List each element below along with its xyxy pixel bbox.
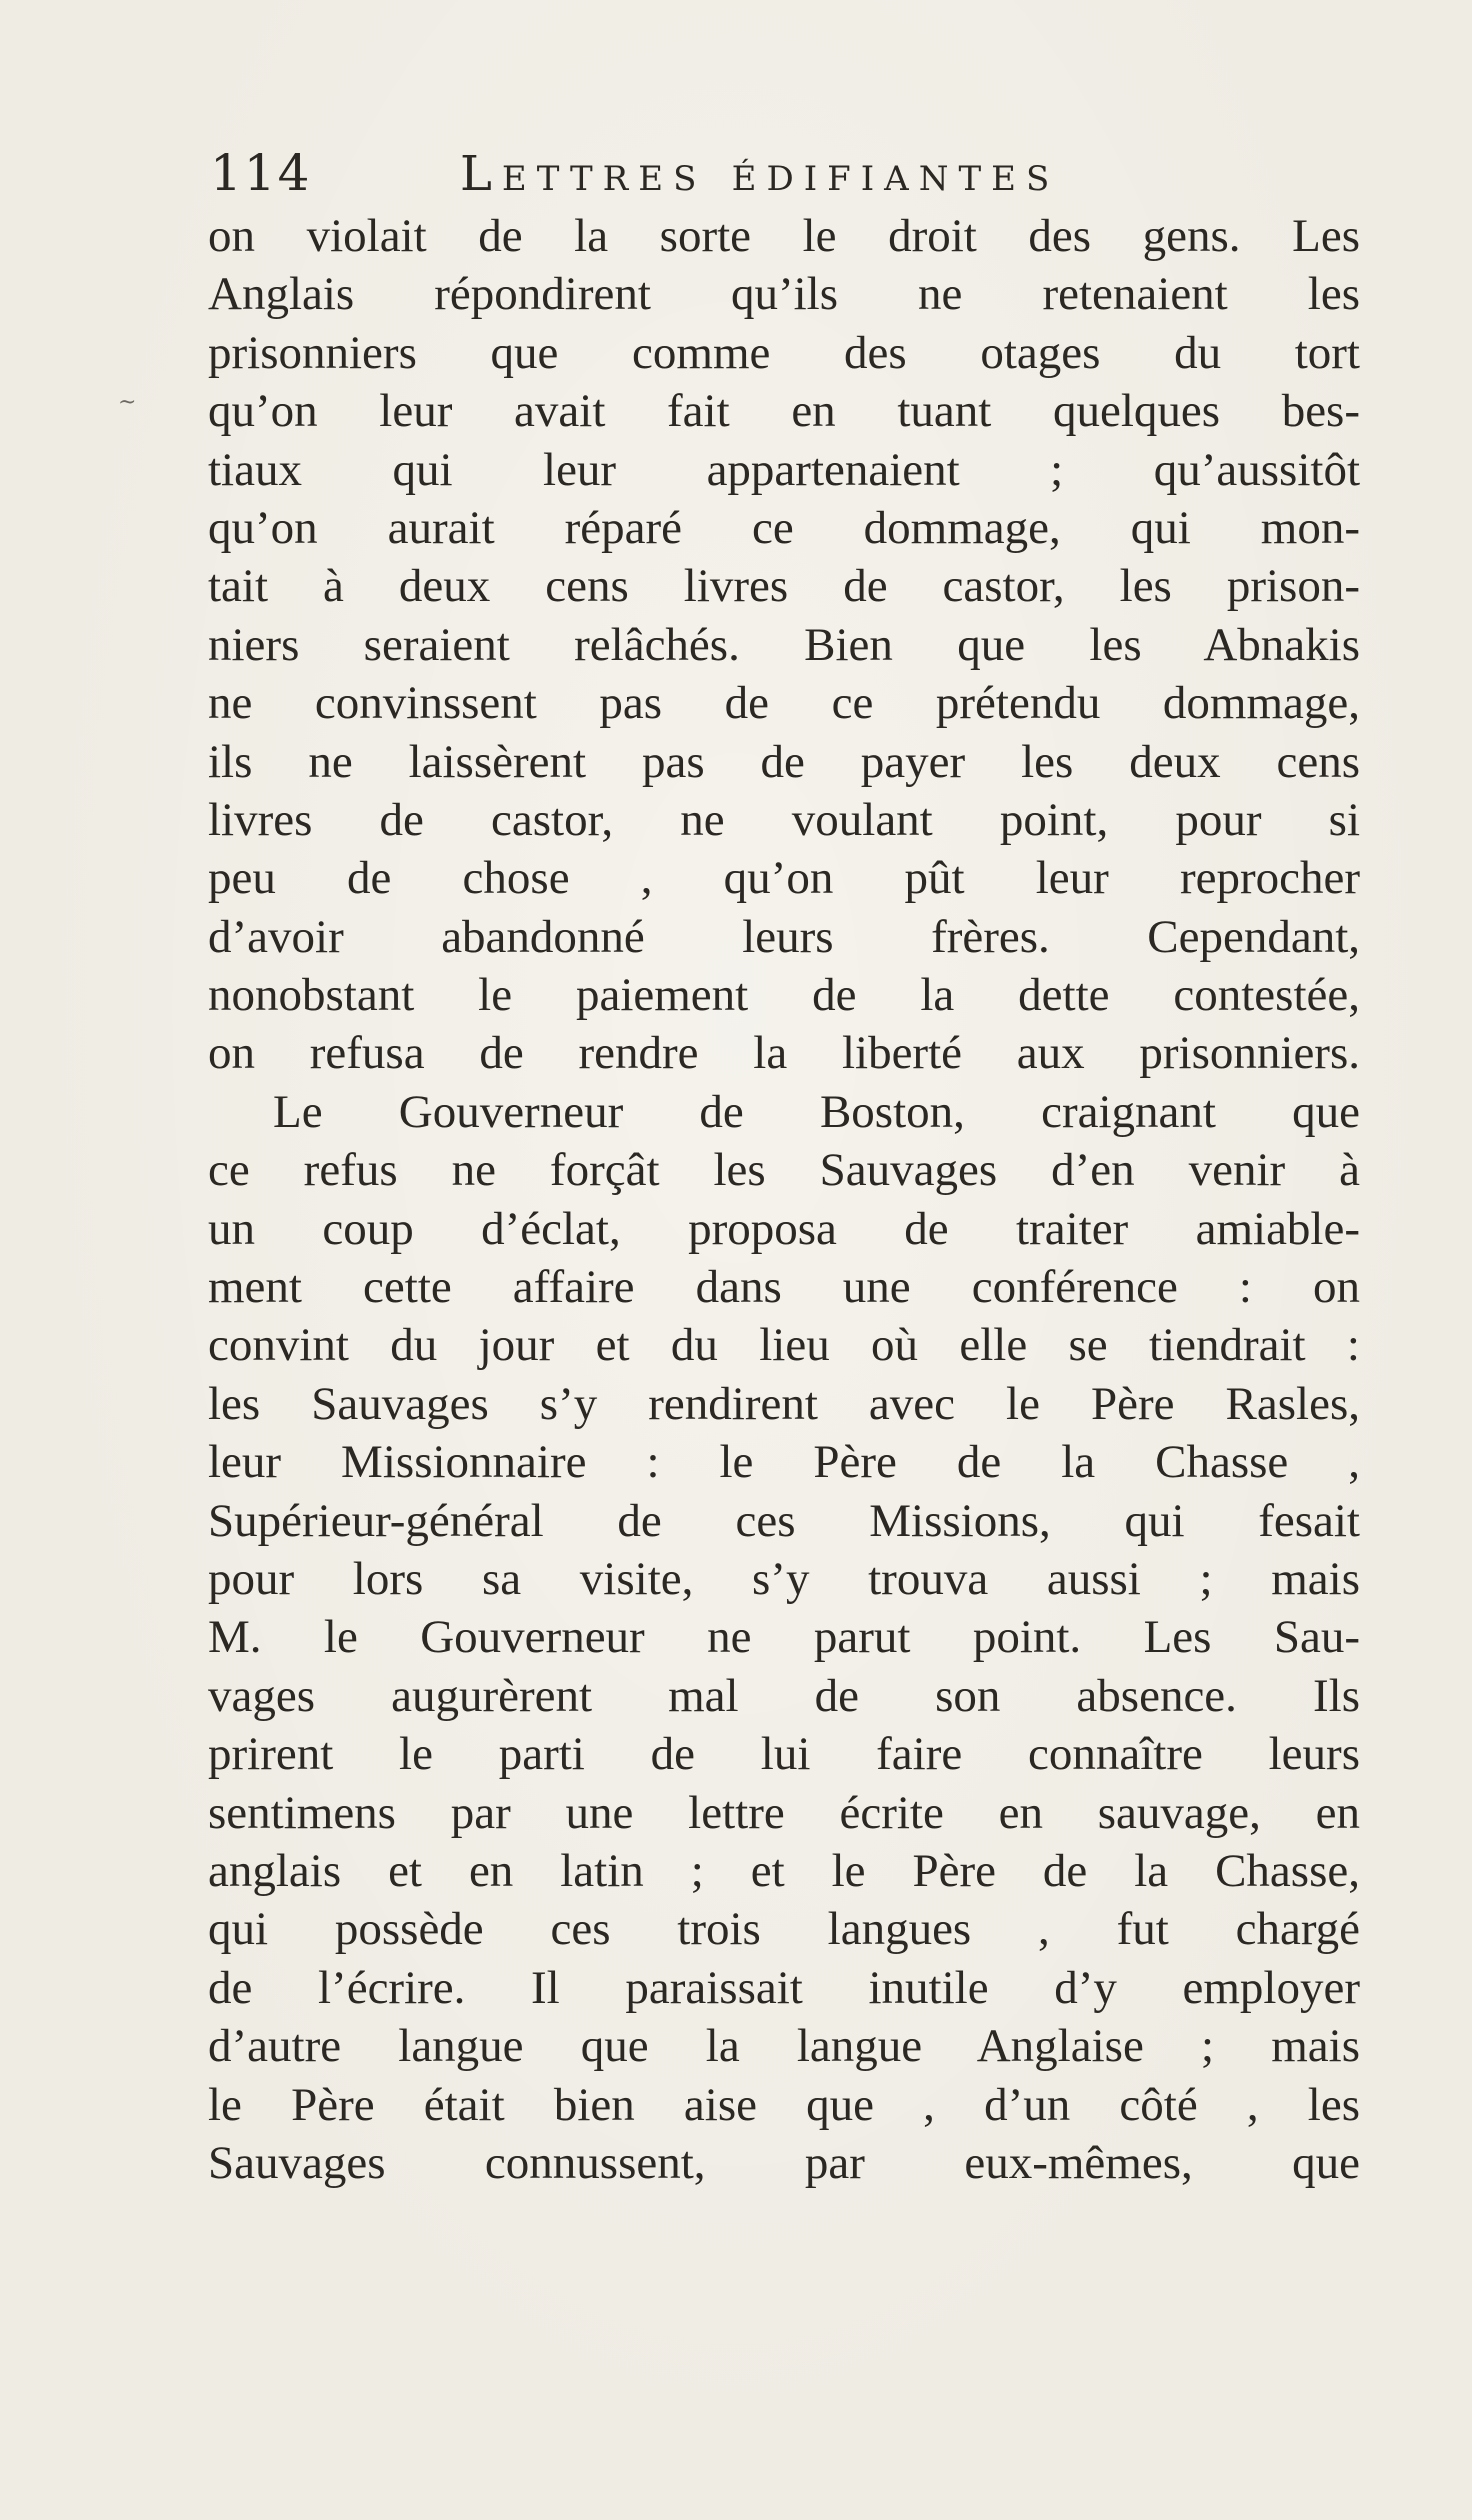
text-line: ment cette affaire dans une conférence : on xyxy=(208,1261,1360,1314)
text-line: qu’on aurait réparé ce dommage, qui mon- xyxy=(208,501,1360,554)
text-line: livres de castor, ne voulant point, pour si xyxy=(208,793,1360,846)
text-line: qui possède ces trois langues , fut chargé xyxy=(208,1903,1360,1956)
text-line: pour lors sa visite, s’y trouva aussi ; mais xyxy=(208,1552,1360,1605)
text-line: les Sauvages s’y rendirent avec le Père Rasles, xyxy=(208,1377,1360,1430)
text-line: nonobstant le paiement de la dette contestée, xyxy=(208,969,1360,1022)
text-line: d’avoir abandonné leurs frères. Cependant, xyxy=(208,910,1360,963)
text-line: le Père était bien aise que , d’un côté , les xyxy=(208,2078,1360,2131)
text-line: vages augurèrent mal de son absence. Ils xyxy=(208,1669,1360,1722)
text-line: ils ne laissèrent pas de payer les deux cens xyxy=(208,735,1360,788)
margin-mark: ~ xyxy=(118,390,137,415)
text-line: Anglais répondirent qu’ils ne retenaient les xyxy=(208,268,1360,321)
text-line: sentimens par une lettre écrite en sauvage, en xyxy=(208,1786,1360,1839)
running-title: Lettres édifiantes xyxy=(460,146,1060,202)
text-line: tiaux qui leur appartenaient ; qu’aussitôt xyxy=(208,443,1360,496)
text-line: prirent le parti de lui faire connaître leurs xyxy=(208,1728,1360,1781)
text-line: on refusa de rendre la liberté aux prisonniers. xyxy=(208,1027,1360,1080)
text-line: niers seraient relâchés. Bien que les Abnakis xyxy=(208,618,1360,671)
text-line: un coup d’éclat, proposa de traiter amiable- xyxy=(208,1202,1360,1255)
text-line: on violait de la sorte le droit des gens. Les xyxy=(208,210,1360,262)
text-line: leur Missionnaire : le Père de la Chasse , xyxy=(208,1436,1360,1489)
text-line: peu de chose , qu’on pût leur reprocher xyxy=(208,852,1360,905)
text-line: M. le Gouverneur ne parut point. Les Sau- xyxy=(208,1611,1360,1664)
text-line: ce refus ne forçât les Sauvages d’en venir à xyxy=(208,1144,1360,1197)
text-line: Le Gouverneur de Boston, craignant que xyxy=(273,1085,1360,1138)
text-line: qu’on leur avait fait en tuant quelques bes- xyxy=(208,385,1360,438)
text-line: convint du jour et du lieu où elle se tiendrait : xyxy=(208,1319,1360,1372)
body-text xyxy=(208,207,1360,2192)
page-number: 114 xyxy=(210,144,312,202)
text-line: Supérieur-général de ces Missions, qui fesait xyxy=(208,1494,1360,1547)
text-line: de l’écrire. Il paraissait inutile d’y employer xyxy=(208,1961,1360,2014)
text-line: Sauvages connussent, par eux-mêmes, que xyxy=(208,2136,1360,2189)
text-line: prisonniers que comme des otages du tort xyxy=(208,326,1360,379)
text-line: tait à deux cens livres de castor, les prison- xyxy=(208,560,1360,613)
text-line: ne convinssent pas de ce prétendu dommage, xyxy=(208,677,1360,730)
text-line: anglais et en latin ; et le Père de la Chasse, xyxy=(208,1844,1360,1897)
page-header xyxy=(210,138,1360,208)
text-line: d’autre langue que la langue Anglaise ; mais xyxy=(208,2020,1360,2073)
